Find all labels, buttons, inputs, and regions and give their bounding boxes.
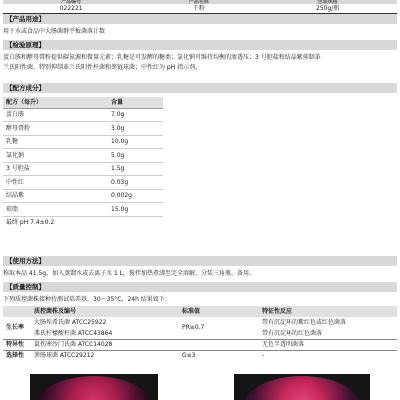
formula-header-ingredient: 配方（每升） bbox=[3, 97, 107, 108]
formula-row bbox=[3, 122, 163, 136]
formula-row bbox=[3, 149, 163, 163]
ingredient-amount: 0.002g bbox=[107, 189, 163, 203]
qc-header-standard: 标准值 bbox=[179, 306, 259, 317]
section-usage-title: 【产品用途】 bbox=[3, 14, 397, 24]
qc-standard-selectivity: G≤3 bbox=[179, 350, 259, 361]
product-spec: 250g/瓶 bbox=[258, 4, 397, 13]
qc-header-strain: 质控菌株及编号 bbox=[31, 306, 179, 317]
section-principle-title: 【检验原理】 bbox=[3, 40, 397, 50]
ingredient-name: 氯化钠 bbox=[3, 149, 107, 163]
formula-header-amount: 含量 bbox=[107, 97, 163, 108]
qc-strain: 大肠埃希氏菌 ATCC25922 bbox=[34, 318, 107, 326]
product-table-row bbox=[3, 4, 397, 13]
qc-reaction: - bbox=[259, 350, 397, 361]
qc-category-selectivity: 选择性 bbox=[3, 350, 31, 361]
qc-table bbox=[3, 306, 397, 361]
ingredient-amount: 0.03g bbox=[107, 176, 163, 190]
qc-intro-text: 下列质控菌株接种待测试培养基，30～35°C，24h 结果如下： bbox=[3, 296, 171, 303]
qc-header-reaction: 特征性反应 bbox=[259, 306, 397, 317]
ingredient-name: 酵母膏粉 bbox=[3, 122, 107, 136]
qc-reaction: 带有沉淀环的紫红色或红色菌落 bbox=[262, 318, 347, 326]
product-code: 022221 bbox=[3, 4, 139, 13]
formula-row bbox=[3, 203, 163, 217]
formula-ph-row bbox=[3, 216, 163, 230]
formula-table-header bbox=[3, 97, 163, 108]
petri-dish-right bbox=[244, 376, 360, 400]
qc-standard-empty bbox=[179, 339, 259, 350]
qc-strain: 粪肠球菌 ATCC29212 bbox=[31, 350, 179, 361]
qc-row-selectivity bbox=[3, 350, 397, 361]
formula-table bbox=[3, 97, 163, 230]
ingredient-amount: 3.0g bbox=[107, 122, 163, 136]
qc-category-growth: 生长率 bbox=[6, 324, 25, 331]
header-code: 产品编号 bbox=[3, 0, 139, 4]
qc-standard-growth: PR≥0.7 bbox=[182, 324, 205, 331]
formula-row bbox=[3, 162, 163, 176]
qc-category-specificity: 特异性 bbox=[3, 339, 31, 350]
ingredient-name: 3 号胆盐 bbox=[3, 162, 107, 176]
formula-row bbox=[3, 189, 163, 203]
formula-row bbox=[3, 108, 163, 122]
final-ph: 最终 pH 7.4±0.2 bbox=[6, 219, 55, 227]
formula-row bbox=[3, 135, 163, 149]
petri-dish-photo-right bbox=[234, 374, 370, 400]
section-qc-title: 【质量控制】 bbox=[3, 282, 397, 292]
prep-text: 称取本品 41.5g，加入蒸馏水或去离子水 1 L，搅拌加热煮沸至完全溶解，分装三角瓶，备用。 bbox=[3, 270, 256, 277]
ingredient-amount: 10.0g bbox=[107, 135, 163, 149]
section-formula-title: 【配方成分】 bbox=[3, 83, 397, 93]
ingredient-amount: 1.5g bbox=[107, 162, 163, 176]
ingredient-name: 中性红 bbox=[3, 176, 107, 190]
product-table-header bbox=[3, 0, 397, 4]
qc-table-header bbox=[3, 306, 397, 317]
principle-text-line1: 蛋白胨和酵母膏粉提供碳氮源和微量元素；乳糖是可发酵的糖类；氯化钠可维持均衡的渗透压；3 号胆盐和结晶紫抑制革 bbox=[3, 54, 321, 61]
header-name: 产品名称 bbox=[139, 0, 258, 4]
qc-reaction: 无色半透明菌落 bbox=[259, 339, 397, 350]
principle-text-line2: 兰氏阳性菌，特别抑制革兰氏阳性杆菌和粪链球菌；中性红为 pH 指示剂。 bbox=[3, 64, 202, 71]
qc-strain: 弗氏柠檬酸杆菌 ATCC43864 bbox=[34, 329, 113, 337]
ingredient-name: 结晶紫 bbox=[3, 189, 107, 203]
ingredient-amount: 15.0g bbox=[107, 203, 163, 217]
ingredient-name: 蛋白胨 bbox=[3, 108, 107, 122]
formula-row bbox=[3, 176, 163, 190]
qc-row-specificity bbox=[3, 339, 397, 350]
header-spec: 包装规格 bbox=[258, 0, 397, 4]
qc-strain: 鼠伤寒沙门氏菌 ATCC14028 bbox=[31, 339, 179, 350]
product-table bbox=[3, 0, 397, 14]
qc-header-blank bbox=[3, 306, 31, 317]
ingredient-amount: 5.0g bbox=[107, 149, 163, 163]
qc-row-growth-1 bbox=[3, 317, 397, 328]
section-prep-title: 【使用方法】 bbox=[3, 256, 397, 266]
ingredient-name: 琼脂 bbox=[3, 203, 107, 217]
ingredient-amount: 7.0g bbox=[107, 108, 163, 122]
usage-text: 用于水或食品中大肠菌群平板菌落计数 bbox=[3, 28, 106, 35]
ingredient-name: 乳糖 bbox=[3, 135, 107, 149]
product-form: 干粉 bbox=[139, 4, 258, 13]
petri-dish-photo-left bbox=[30, 374, 158, 400]
qc-reaction: 带有沉淀环的红色菌落 bbox=[262, 329, 323, 337]
petri-dish-left bbox=[36, 376, 152, 400]
